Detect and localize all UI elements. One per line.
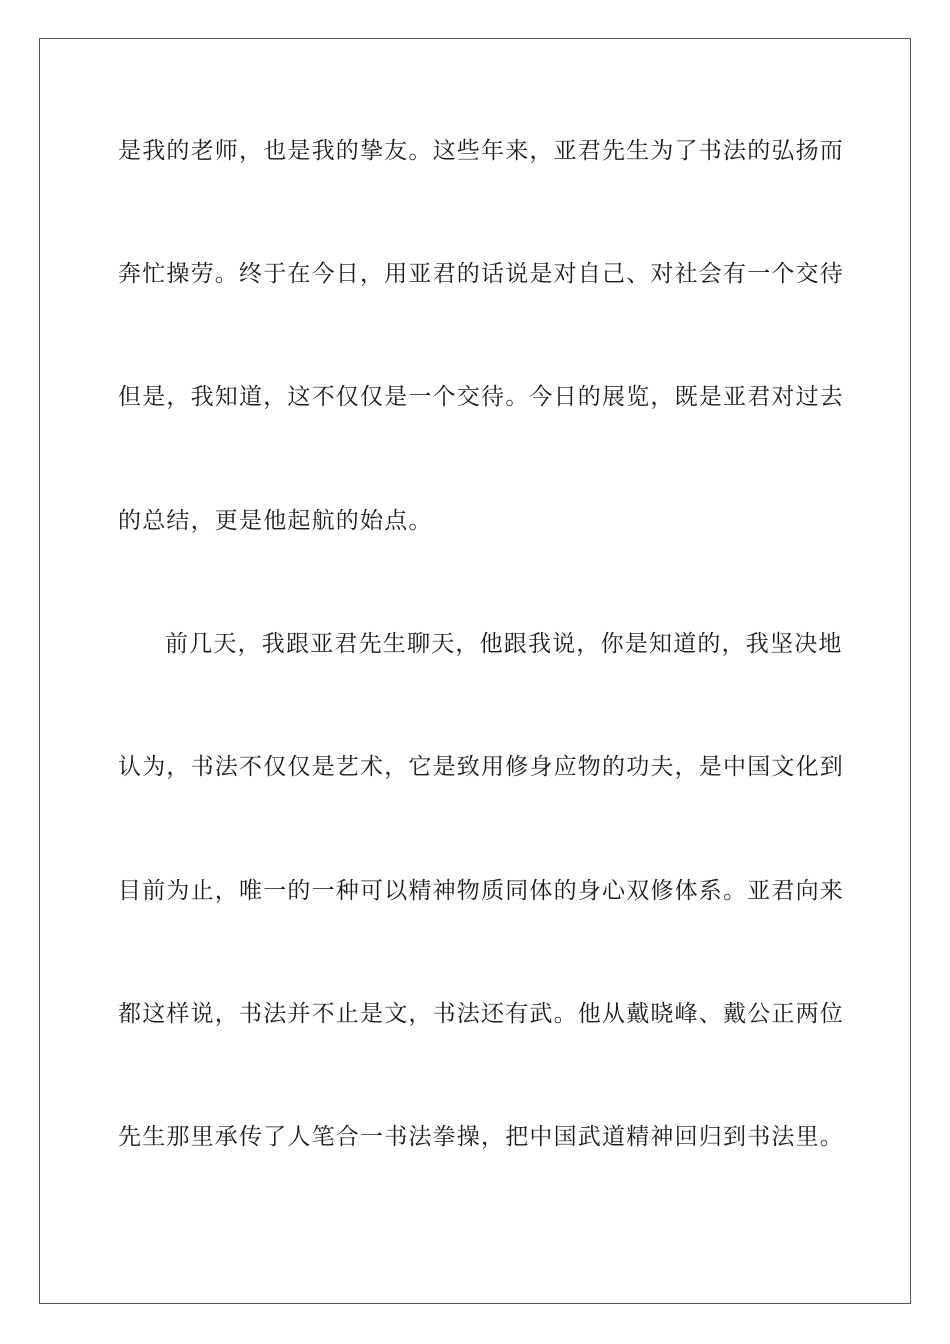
text-line-5: 前几天，我跟亚君先生聊天，他跟我说，你是知道的，我坚决地 xyxy=(165,631,843,657)
text-line-6: 认为，书法不仅仅是艺术，它是致用修身应物的功夫，是中国文化到 xyxy=(118,754,844,780)
text-line-2: 奔忙操劳。终于在今日，用亚君的话说是对自己、对社会有一个交待 xyxy=(118,261,844,287)
text-line-4: 的总结，更是他起航的始点。 xyxy=(118,508,433,534)
text-line-1: 是我的老师，也是我的挚友。这些年来，亚君先生为了书法的弘扬而 xyxy=(118,138,844,164)
text-line-7: 目前为止，唯一的一种可以精神物质同体的身心双修体系。亚君向来 xyxy=(118,878,844,904)
page-border xyxy=(39,38,911,1304)
text-line-3: 但是，我知道，这不仅仅是一个交待。今日的展览，既是亚君对过去 xyxy=(118,384,844,410)
text-line-9: 先生那里承传了人笔合一书法拳操，把中国武道精神回归到书法里。 xyxy=(118,1124,844,1150)
text-line-8: 都这样说，书法并不止是文，书法还有武。他从戴晓峰、戴公正两位 xyxy=(118,1001,844,1027)
